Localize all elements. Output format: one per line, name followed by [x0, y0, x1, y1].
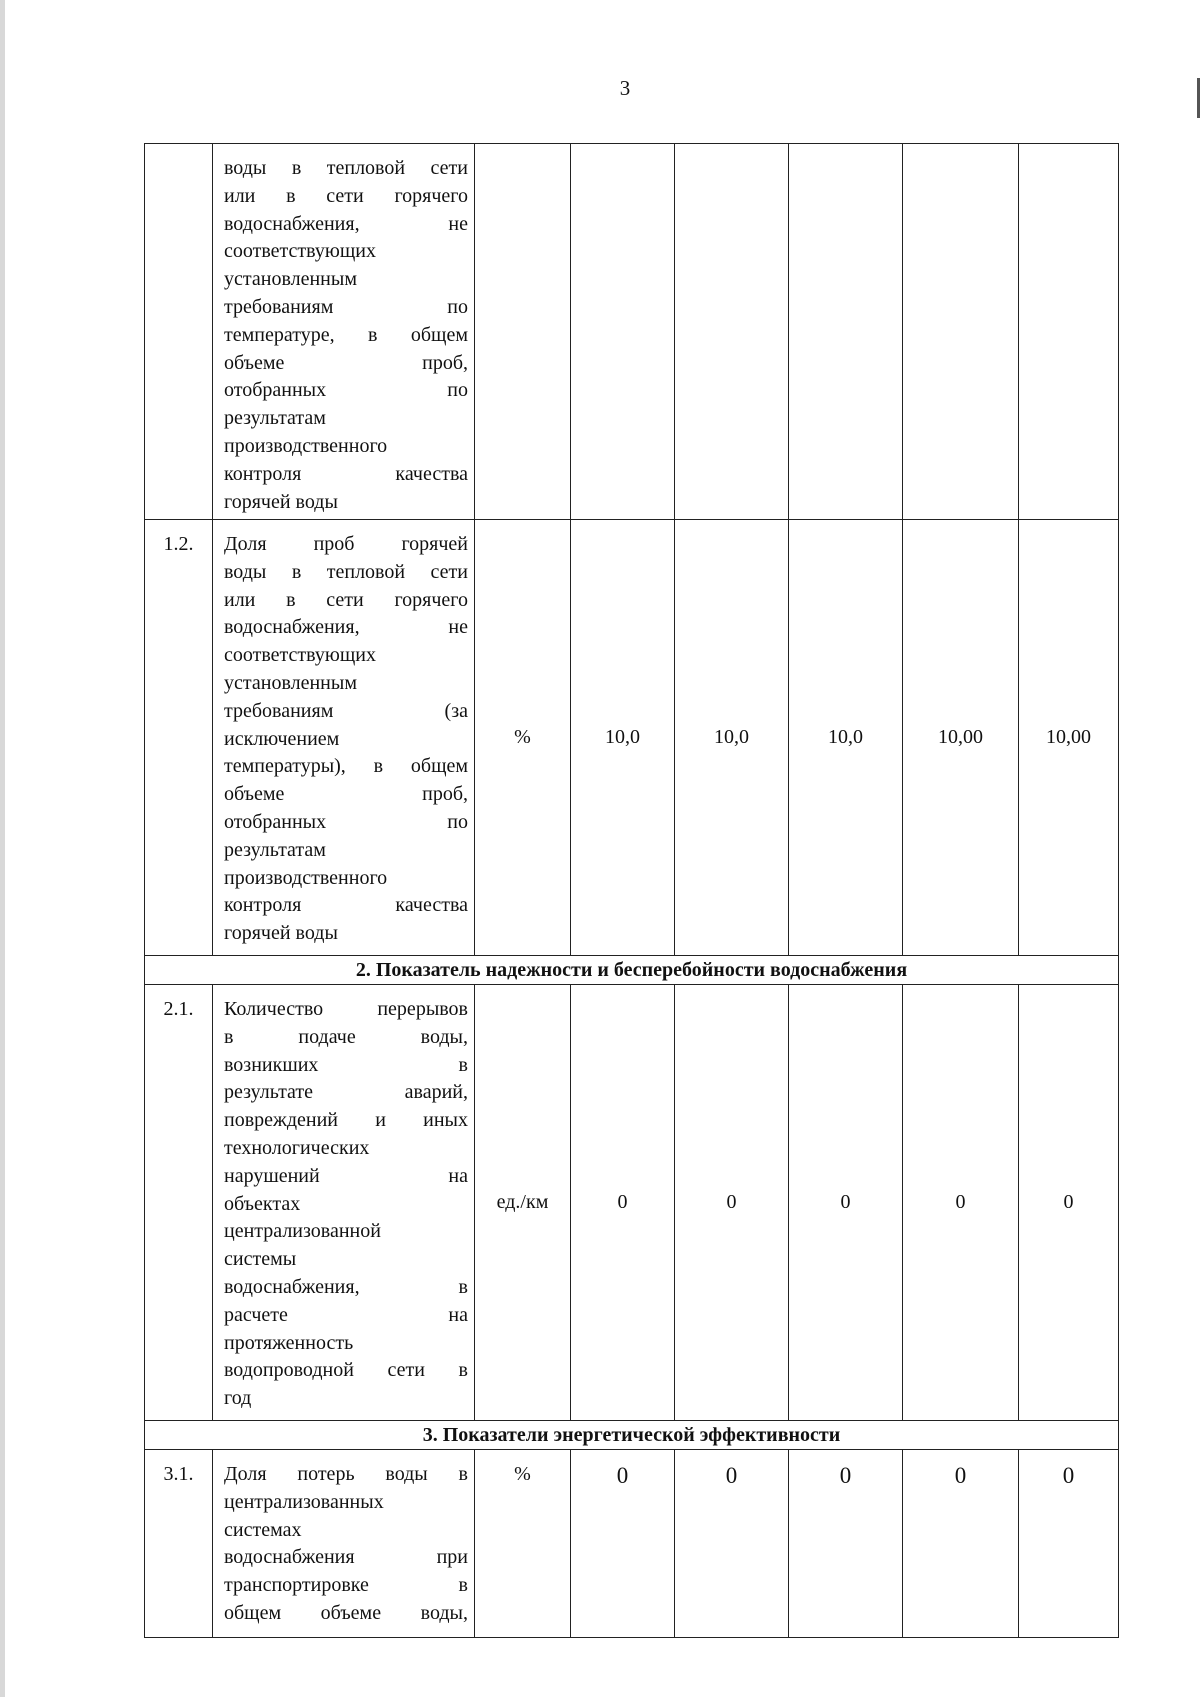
- name-line: системах: [224, 1518, 302, 1541]
- name-line: отобранных по: [224, 379, 468, 402]
- name-line: производственного: [224, 866, 388, 889]
- name-line: системы: [224, 1248, 297, 1271]
- name-line: соответствующих: [224, 644, 376, 667]
- name-line: воды в тепловой сети: [224, 157, 468, 179]
- name-line: нарушений на: [224, 1164, 468, 1187]
- name-line: водоснабжения при: [224, 1546, 468, 1569]
- indicator-name-cell: [213, 520, 475, 956]
- name-line: транспортировке в: [224, 1574, 468, 1597]
- name-line: горячей воды: [224, 922, 338, 945]
- value-cell: 0: [903, 985, 1019, 1421]
- name-line: соответствующих: [224, 240, 376, 263]
- value-cell: [675, 144, 789, 520]
- section-title: 3. Показатели энергетической эффективности: [145, 1421, 1119, 1450]
- section-title: 2. Показатель надежности и бесперебойности водоснабжения: [145, 956, 1119, 985]
- name-line: Количество перерывов: [224, 998, 468, 1020]
- value-cell: 0: [789, 985, 903, 1421]
- value-cell: 0: [571, 1450, 675, 1638]
- name-line: температуре, в общем: [224, 323, 468, 346]
- name-line: год: [224, 1387, 252, 1410]
- name-line: требованиям (за: [224, 699, 468, 722]
- page-number: 3: [619, 76, 631, 100]
- name-line: объеме проб,: [224, 351, 468, 374]
- name-line: Доля проб горячей: [224, 533, 468, 555]
- table-row-continuation: [145, 144, 1119, 520]
- name-line: или в сети горячего: [224, 588, 468, 611]
- unit-cell: [475, 144, 571, 520]
- name-line: возникших в: [224, 1053, 468, 1076]
- name-line: объеме проб,: [224, 783, 468, 806]
- value-cell: 0: [903, 1450, 1019, 1638]
- row-number-cell: 3.1.: [145, 1450, 213, 1638]
- table-row-3-1: [145, 1450, 1119, 1638]
- section-row-3: [145, 1421, 1119, 1450]
- unit-cell: %: [475, 520, 571, 956]
- name-line: результатам: [224, 407, 326, 430]
- value-cell: [571, 144, 675, 520]
- section-row-2: [145, 956, 1119, 985]
- name-line: производственного: [224, 434, 388, 457]
- name-line: расчете на: [224, 1303, 468, 1326]
- name-line: или в сети горячего: [224, 184, 468, 207]
- name-line: контроля качества: [224, 894, 468, 917]
- value-cell: [1019, 144, 1119, 520]
- name-line: установленным: [224, 268, 357, 291]
- name-line: в подаче воды,: [224, 1025, 468, 1048]
- value-cell: 0: [1019, 1450, 1119, 1638]
- name-line: установленным: [224, 671, 357, 694]
- name-line: централизованной: [224, 1220, 381, 1243]
- indicator-name-cell: [213, 144, 475, 520]
- indicator-name-cell: [213, 985, 475, 1421]
- value-cell: [789, 144, 903, 520]
- name-line: Доля потерь воды в: [224, 1463, 468, 1485]
- name-line: водоснабжения, не: [224, 616, 468, 639]
- name-line: отобранных по: [224, 810, 468, 833]
- name-line: температуры), в общем: [224, 755, 468, 778]
- value-cell: 0: [675, 985, 789, 1421]
- name-line: водопроводной сети в: [224, 1359, 468, 1382]
- name-line: технологических: [224, 1136, 370, 1159]
- name-line: результатам: [224, 838, 326, 861]
- indicator-name-cell: [213, 1450, 475, 1638]
- name-line: централизованных: [224, 1490, 384, 1513]
- name-line: требованиям по: [224, 295, 468, 318]
- name-line: результате аварий,: [224, 1081, 468, 1104]
- value-cell: 0: [1019, 985, 1119, 1421]
- row-number-cell: 2.1.: [145, 985, 213, 1421]
- value-cell: 0: [571, 985, 675, 1421]
- table-row-1-2: [145, 520, 1119, 956]
- table-row-2-1: [145, 985, 1119, 1421]
- name-line: исключением: [224, 727, 340, 750]
- name-line: контроля качества: [224, 462, 468, 485]
- row-number-cell: 1.2.: [145, 520, 213, 956]
- name-line: горячей воды: [224, 490, 338, 513]
- unit-cell: %: [475, 1450, 571, 1638]
- name-line: протяженность: [224, 1331, 354, 1354]
- value-cell: 0: [675, 1450, 789, 1638]
- name-line: повреждений и иных: [224, 1109, 468, 1132]
- unit-cell: ед./км: [475, 985, 571, 1421]
- value-cell: 10,0: [675, 520, 789, 956]
- value-cell: 10,0: [571, 520, 675, 956]
- value-cell: [903, 144, 1019, 520]
- value-cell: 0: [789, 1450, 903, 1638]
- row-number-cell: [145, 144, 213, 520]
- indicators-table: [144, 143, 1119, 1638]
- name-line: водоснабжения, в: [224, 1275, 468, 1298]
- name-line: воды в тепловой сети: [224, 560, 468, 583]
- value-cell: 10,00: [903, 520, 1019, 956]
- name-line: объектах: [224, 1192, 301, 1215]
- scan-left-edge: [0, 0, 5, 1697]
- value-cell: 10,0: [789, 520, 903, 956]
- name-line: общем объеме воды,: [224, 1601, 468, 1624]
- name-line: водоснабжения, не: [224, 212, 468, 235]
- value-cell: 10,00: [1019, 520, 1119, 956]
